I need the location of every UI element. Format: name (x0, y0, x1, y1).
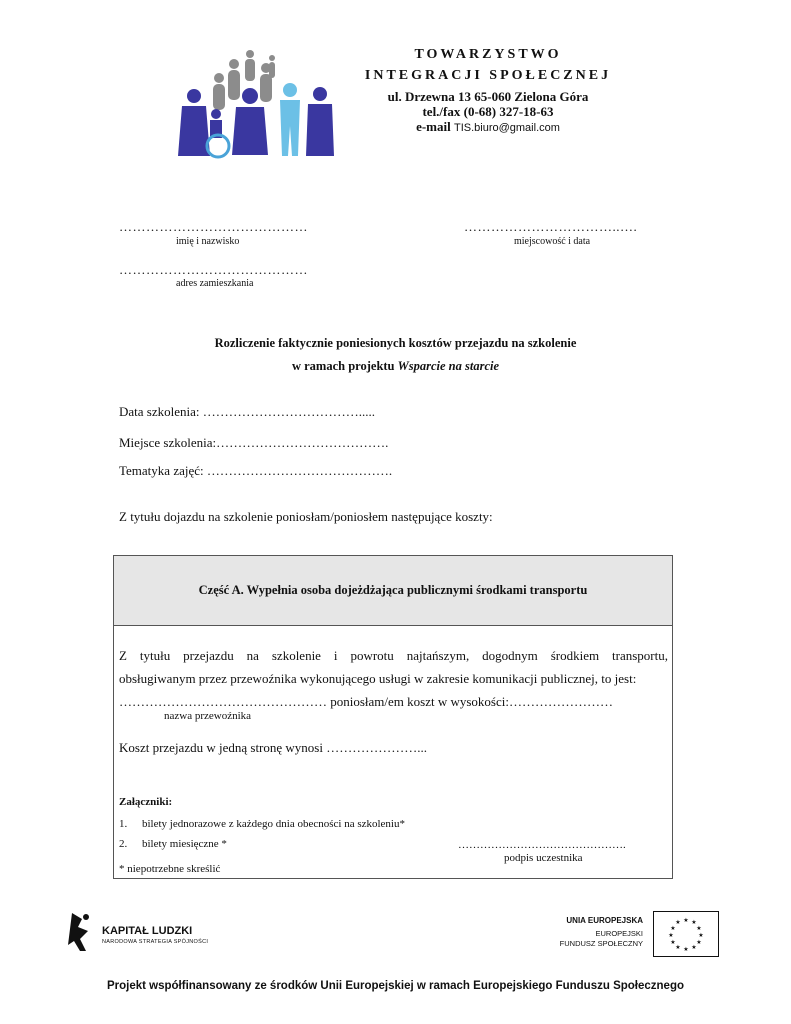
carrier-caption: nazwa przewoźnika (164, 710, 252, 722)
place-date-field[interactable]: ……………………………..…. (464, 219, 638, 234)
address-caption: adres zamieszkania (176, 278, 254, 289)
document-title-line1: Rozliczenie faktycznie poniesionych kosztów przejazdu na szkolenie (214, 336, 577, 350)
kl-subtitle: NARODOWA STRATEGIA SPÓJNOŚCI (102, 939, 209, 945)
costs-intro: Z tytułu dojazdu na szkolenie poniosłam/poniosłem następujące koszty: (119, 509, 493, 524)
carrier-cost-field[interactable]: ………………………………………… poniosłam/em koszt w wysokości:…………………… (119, 694, 613, 709)
one-way-cost-field[interactable]: Koszt przejazdu w jedną stronę wynosi …………………... (119, 740, 427, 755)
attachment-2-number: 2. (119, 838, 128, 850)
part-a-paragraph-line2: obsługiwanym przez przewoźnika wykonującego usługi w zakresie komunikacji publicznej, to jest: (119, 671, 637, 686)
kl-title: KAPITAŁ LUDZKI (102, 925, 193, 937)
training-place-field[interactable]: Miejsce szkolenia:…………………………………. (119, 435, 389, 450)
ue-line2: EUROPEJSKI (595, 929, 643, 938)
ue-line3: FUNDUSZ SPOŁECZNY (559, 939, 643, 948)
org-name-line2: INTEGRACJI SPOŁECZNEJ (364, 68, 612, 83)
part-a-heading: Część A. Wypełnia osoba dojeżdżająca publicznymi środkami transportu (114, 556, 672, 626)
svg-text:★: ★ (696, 925, 702, 932)
name-field[interactable]: …………………………………… (119, 219, 308, 234)
attachment-1: bilety jednorazowe z każdego dnia obecności na szkoleniu* (142, 818, 405, 830)
email-value: TIS.biuro@gmail.com (453, 122, 560, 134)
cofinancing-note: Projekt współfinansowany ze środków Unii Europejskiej w ramach Europejskiego Funduszu Społecznego (106, 980, 685, 992)
org-phone: tel./fax (0-68) 327-18-63 (422, 104, 554, 119)
part-a-box (113, 555, 673, 879)
training-date-field[interactable]: Data szkolenia: ………………………………..... (119, 404, 375, 419)
svg-text:★: ★ (670, 939, 676, 946)
address-field[interactable]: …………………………………… (119, 262, 308, 277)
svg-text:★: ★ (668, 932, 674, 939)
email-label: e-mail (416, 119, 451, 134)
project-name: Wsparcie na starcie (397, 359, 500, 373)
name-caption: imię i nazwisko (176, 236, 240, 247)
svg-text:★: ★ (675, 919, 681, 926)
ue-line1: UNIA EUROPEJSKA (566, 916, 643, 925)
org-name-line1: TOWARZYSTWO (414, 47, 562, 62)
document-title-line2 (0, 359, 791, 374)
svg-text:★: ★ (691, 919, 697, 926)
svg-text:★: ★ (675, 944, 681, 951)
place-date-caption: miejscowość i data (514, 236, 591, 247)
attachment-2: bilety miesięczne * (142, 838, 227, 850)
svg-text:★: ★ (670, 925, 676, 932)
svg-text:★: ★ (698, 932, 704, 939)
training-topic-field[interactable]: Tematyka zajęć: ……………………………………. (119, 463, 393, 478)
part-a-paragraph-line1: Z tytułu przejazdu na szkolenie i powrotu najtańszym, dogodnym środkiem transportu, (119, 648, 668, 663)
svg-text:★: ★ (691, 944, 697, 951)
signature-field[interactable]: ………………………………………. (458, 839, 626, 851)
eu-logo (553, 911, 721, 957)
attachments-label: Załączniki: (119, 796, 173, 808)
kapital-ludzki-icon (66, 911, 96, 953)
signature-caption: podpis uczestnika (504, 852, 583, 864)
footnote: * niepotrzebne skreślić (119, 863, 221, 875)
people-group-logo (172, 44, 338, 160)
svg-text:★: ★ (696, 939, 702, 946)
eu-flag-icon (653, 911, 719, 957)
svg-text:★: ★ (683, 946, 689, 953)
org-address: ul. Drzewna 13 65-060 Zielona Góra (387, 89, 589, 104)
kapital-ludzki-logo (66, 911, 216, 953)
svg-text:★: ★ (683, 917, 689, 924)
attachment-1-number: 1. (119, 818, 128, 830)
title-prefix: w ramach projektu (291, 359, 398, 373)
org-email (338, 119, 638, 135)
